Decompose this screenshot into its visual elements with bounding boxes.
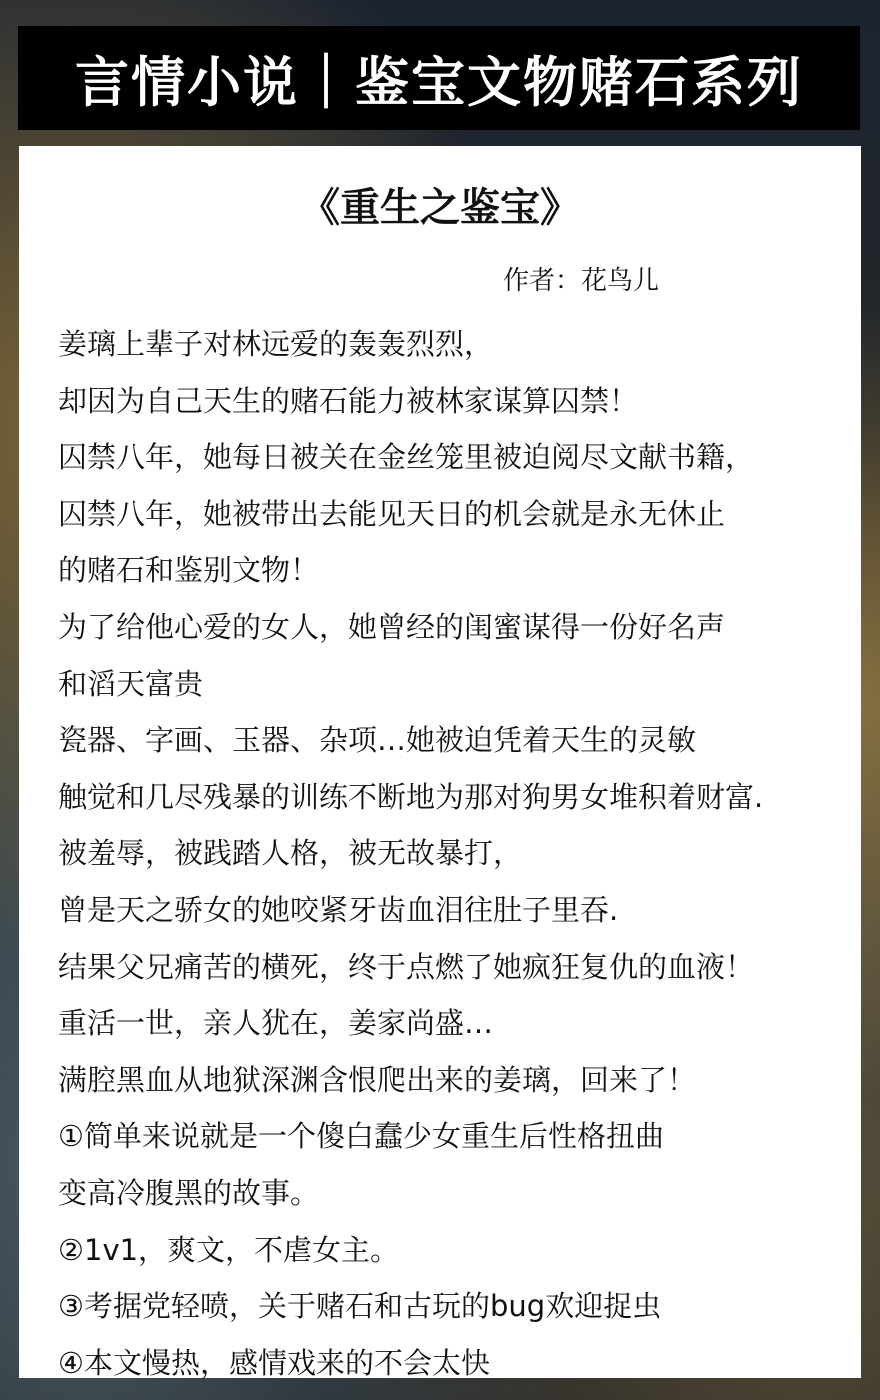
synopsis-line: 为了给他心爱的女人，她曾经的闺蜜谋得一份好名声 [58,609,726,644]
synopsis-line: 曾是天之骄女的她咬紧牙齿血泪往肚子里吞. [58,892,619,927]
synopsis-line: 被羞辱，被践踏人格，被无故暴打， [58,836,523,871]
synopsis-line: 结果父兄痛苦的横死，终于点燃了她疯狂复仇的血液！ [58,949,755,984]
synopsis-line: 却因为自己天生的赌石能力被林家谋算囚禁！ [58,383,639,418]
synopsis-line: ①简单来说就是一个傻白蠢少女重生后性格扭曲 [58,1119,664,1154]
synopsis-line: 满腔黑血从地狱深渊含恨爬出来的姜璃，回来了！ [58,1062,697,1097]
synopsis-line: 囚禁八年，她每日被关在金丝笼里被迫阅尽文献书籍， [58,440,755,475]
synopsis-line: 的赌石和鉴别文物！ [58,553,320,588]
synopsis-line: ③考据党轻喷，关于赌石和古玩的bug欢迎捉虫 [58,1289,662,1324]
synopsis-line: ②1v1，爽文，不虐女主。 [58,1232,400,1267]
book-author: 作者：花鸟儿 [503,266,660,296]
synopsis-line: 姜璃上辈子对林远爱的轰轰烈烈， [58,327,494,361]
synopsis-line: 变高冷腹黑的故事。 [58,1175,320,1210]
synopsis-line: 和滔天富贵 [58,666,204,701]
synopsis-line: 囚禁八年，她被带出去能见天日的机会就是永无休止 [58,496,726,531]
header-title: 言情小说｜鉴宝文物赌石系列 [75,50,803,114]
synopsis-line: 触觉和几尽残暴的训练不断地为那对狗男女堆积着财富. [58,779,764,814]
synopsis-line: 重活一世，亲人犹在，姜家尚盛… [58,1006,494,1041]
synopsis-card [19,146,861,1378]
synopsis-list [58,316,841,1391]
header-banner [18,26,860,130]
synopsis-line: ④本文慢热，感情戏来的不会太快 [58,1345,490,1380]
synopsis-line: 瓷器、字画、玉器、杂项…她被迫凭着天生的灵敏 [58,723,697,758]
book-title: 《重生之鉴宝》 [300,185,580,231]
